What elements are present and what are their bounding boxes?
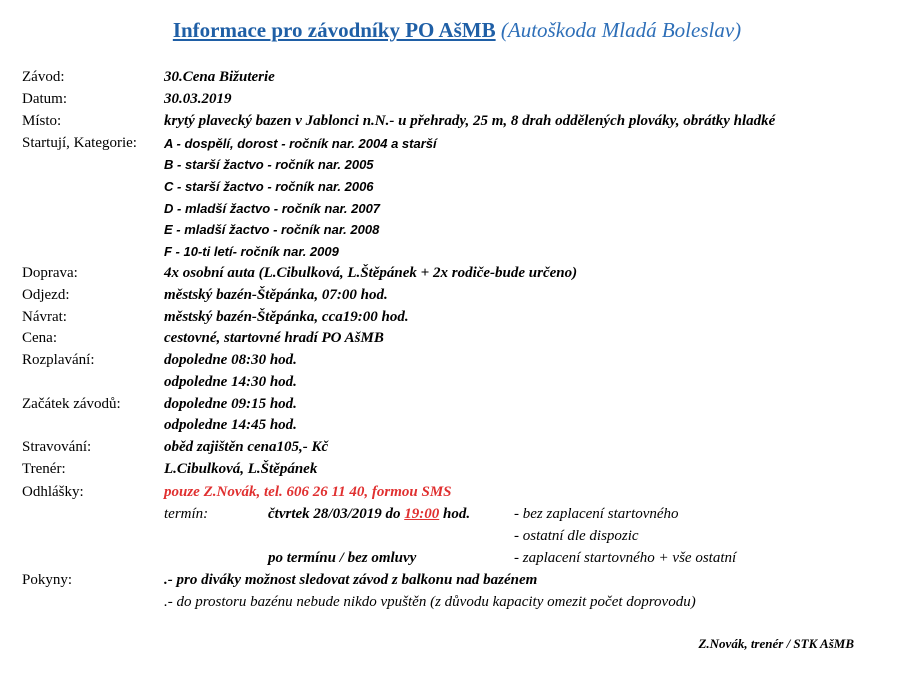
title-subtitle: (Autoškoda Mladá Boleslav) bbox=[500, 18, 742, 42]
value-cena: cestovné, startovné hradí PO AšMB bbox=[164, 330, 384, 346]
value-odjezd: městský bazén-Štěpánka, 07:00 hod. bbox=[164, 287, 388, 303]
value-odhlasky: pouze Z.Novák, tel. 606 26 11 40, formou SMS bbox=[164, 484, 452, 500]
label-zavod: Závod: bbox=[22, 69, 65, 85]
termin-label: termín: bbox=[164, 506, 209, 522]
pokyny-line-1: .- pro diváky možnost sledovat závod z balkonu nad bazénem bbox=[164, 572, 538, 588]
label-trener: Trenér: bbox=[22, 461, 66, 477]
label-zacatek: Začátek závodů: bbox=[22, 396, 121, 412]
label-cena: Cena: bbox=[22, 330, 57, 346]
signature: Z.Novák, trenér / STK AšMB bbox=[698, 636, 854, 651]
termin-time: 19:00 bbox=[404, 506, 440, 522]
label-misto: Místo: bbox=[22, 113, 62, 129]
label-stravovani: Stravování: bbox=[22, 439, 92, 455]
label-odhlasky: Odhlášky: bbox=[22, 484, 84, 500]
label-rozplavani: Rozplavání: bbox=[22, 352, 95, 368]
category-b: B - starší žactvo - ročník nar. 2005 bbox=[164, 157, 374, 172]
label-kategorie: Startují, Kategorie: bbox=[22, 135, 137, 151]
category-c: C - starší žactvo - ročník nar. 2006 bbox=[164, 179, 374, 194]
value-navrat: městský bazén-Štěpánka, cca19:00 hod. bbox=[164, 309, 409, 325]
value-stravovani: oběd zajištěn cena105,- Kč bbox=[164, 439, 329, 455]
category-a: A - dospělí, dorost - ročník nar. 2004 a starší bbox=[164, 136, 437, 151]
label-navrat: Návrat: bbox=[22, 309, 67, 325]
value-datum: 30.03.2019 bbox=[164, 91, 232, 107]
label-doprava: Doprava: bbox=[22, 265, 78, 281]
title-main: Informace pro závodníky PO AšMB bbox=[172, 18, 496, 42]
category-e: E - mladší žactvo - ročník nar. 2008 bbox=[164, 222, 380, 237]
category-d: D - mladší žactvo - ročník nar. 2007 bbox=[164, 201, 381, 216]
value-rozplavani-2: odpoledne 14:30 hod. bbox=[164, 374, 297, 390]
pokyny-line-2: .- do prostoru bazénu nebude nikdo vpuštěn (z důvodu kapacity omezit počet doprovodu) bbox=[164, 594, 696, 610]
value-doprava: 4x osobní auta (L.Cibulková, L.Štěpánek + 2x rodiče-bude určeno) bbox=[164, 265, 578, 281]
termin-value bbox=[268, 506, 470, 523]
value-zavod: 30.Cena Bižuterie bbox=[164, 69, 275, 85]
termin-suffix: hod. bbox=[442, 506, 471, 522]
label-datum: Datum: bbox=[22, 91, 67, 107]
label-pokyny: Pokyny: bbox=[22, 572, 73, 588]
label-odjezd: Odjezd: bbox=[22, 287, 70, 303]
category-f: F - 10-ti letí- ročník nar. 2009 bbox=[164, 244, 339, 259]
note-2: - ostatní dle dispozic bbox=[514, 528, 639, 544]
value-zacatek-2: odpoledne 14:45 hod. bbox=[164, 417, 297, 433]
value-zacatek-1: dopoledne 09:15 hod. bbox=[164, 396, 297, 412]
value-trener: L.Cibulková, L.Štěpánek bbox=[164, 461, 318, 477]
value-misto: krytý plavecký bazen v Jablonci n.N.- u přehrady, 25 m, 8 drah oddělených plováky, obrátky hladké bbox=[164, 113, 776, 129]
value-rozplavani-1: dopoledne 08:30 hod. bbox=[164, 352, 297, 368]
termin-prefix: čtvrtek 28/03/2019 do bbox=[268, 506, 401, 522]
page-title bbox=[0, 18, 914, 43]
note-1: - bez zaplacení startovného bbox=[514, 506, 679, 522]
po-terminu: po termínu / bez omluvy bbox=[268, 550, 417, 566]
note-3: - zaplacení startovného + vše ostatní bbox=[514, 550, 737, 566]
